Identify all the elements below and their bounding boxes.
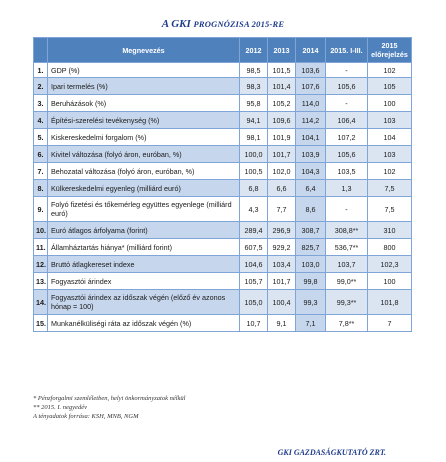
cell-value: 100 [368,273,412,290]
row-label: Külkereskedelmi egyenleg (milliárd euró) [48,180,240,197]
table-row [34,78,412,95]
table-row [34,146,412,163]
row-label: Kiskereskedelmi forgalom (%) [48,129,240,146]
table-row [34,315,412,332]
cell-value: 95,8 [240,95,268,112]
cell-value: 308,8** [326,222,368,239]
cell-value: 104 [368,129,412,146]
cell-value: 105,6 [326,146,368,163]
cell-value: 102,0 [268,163,296,180]
cell-value: 101,8 [368,290,412,315]
row-label: Beruházások (%) [48,95,240,112]
cell-value: 105,0 [240,290,268,315]
cell-value: 103,0 [296,256,326,273]
cell-value: 7,8** [326,315,368,332]
header-2015-forecast: 2015 előrejelzés [368,38,412,63]
cell-value: 296,9 [268,222,296,239]
cell-value: 929,2 [268,239,296,256]
cell-value: 105,2 [268,95,296,112]
cell-value: 6,4 [296,180,326,197]
cell-value: 98,3 [240,78,268,95]
cell-value: 10,7 [240,315,268,332]
cell-value: 6,8 [240,180,268,197]
header-2015-q: 2015. I-III. [326,38,368,63]
cell-value: 1,3 [326,180,368,197]
cell-value: 101,5 [268,63,296,78]
row-index: 5. [34,129,48,146]
table-row [34,222,412,239]
row-index: 3. [34,95,48,112]
row-label: Államháztartás hiánya* (milliárd forint) [48,239,240,256]
forecast-table [33,37,412,332]
row-index: 8. [34,180,48,197]
table-row [34,112,412,129]
cell-value: 109,6 [268,112,296,129]
cell-value: 7 [368,315,412,332]
row-label: Ipari termelés (%) [48,78,240,95]
table-row [34,180,412,197]
table-title: A GKI PROGNÓZISA 2015-RE [161,18,285,30]
cell-value: 107,2 [326,129,368,146]
source-note: A tényadatok forrása: KSH, MNB, NGM [33,413,139,420]
cell-value: 800 [368,239,412,256]
row-index: 7. [34,163,48,180]
row-index: 1. [34,63,48,78]
cell-value: 107,6 [296,78,326,95]
row-label: Bruttó átlagkereset indexe [48,256,240,273]
row-label: Euró átlagos árfolyama (forint) [48,222,240,239]
row-label: Kivitel változása (folyó áron, euróban, %) [48,146,240,163]
row-index: 11. [34,239,48,256]
cell-value: 102 [368,63,412,78]
cell-value: 99,3** [326,290,368,315]
header-name: Megnevezés [48,38,240,63]
cell-value: 100 [368,95,412,112]
table-row [34,273,412,290]
cell-value: 94,1 [240,112,268,129]
cell-value: 105 [368,78,412,95]
cell-value: 6,6 [268,180,296,197]
header-row [34,38,412,63]
table-row [34,256,412,273]
footnote-1: * Pénzforgalmi szemléletben, helyi önkormányzatok nélkül [33,395,186,402]
cell-value: 7,7 [268,197,296,222]
cell-value: 289,4 [240,222,268,239]
row-index: 6. [34,146,48,163]
cell-value: 114,2 [296,112,326,129]
row-index: 4. [34,112,48,129]
cell-value: 825,7 [296,239,326,256]
cell-value: 7,1 [296,315,326,332]
row-index: 12. [34,256,48,273]
cell-value: - [326,197,368,222]
cell-value: 103 [368,112,412,129]
cell-value: 99,0** [326,273,368,290]
table-row [34,95,412,112]
table-row [34,197,412,222]
cell-value: 103,7 [326,256,368,273]
cell-value: 105,7 [240,273,268,290]
cell-value: 103,5 [326,163,368,180]
table-row [34,129,412,146]
cell-value: 8,6 [296,197,326,222]
cell-value: 102 [368,163,412,180]
cell-value: 102,3 [368,256,412,273]
row-label: Behozatal változása (folyó áron, euróban, %) [48,163,240,180]
row-label: Építési-szerelési tevékenység (%) [48,112,240,129]
cell-value: 114,0 [296,95,326,112]
row-index: 9. [34,197,48,222]
cell-value: 105,6 [326,78,368,95]
cell-value: 99,3 [296,290,326,315]
cell-value: 103,6 [296,63,326,78]
cell-value: 308,7 [296,222,326,239]
header-2013: 2013 [268,38,296,63]
cell-value: 98,1 [240,129,268,146]
cell-value: 9,1 [268,315,296,332]
row-index: 2. [34,78,48,95]
cell-value: 7,5 [368,197,412,222]
cell-value: 101,9 [268,129,296,146]
cell-value: 101,7 [268,146,296,163]
cell-value: 101,4 [268,78,296,95]
row-index: 15. [34,315,48,332]
table-row [34,63,412,78]
cell-value: - [326,63,368,78]
cell-value: 4,3 [240,197,268,222]
cell-value: 104,6 [240,256,268,273]
cell-value: 106,4 [326,112,368,129]
cell-value: 100,4 [268,290,296,315]
table-row [34,290,412,315]
cell-value: 607,5 [240,239,268,256]
header-2012: 2012 [240,38,268,63]
row-index: 10. [34,222,48,239]
cell-value: 103,4 [268,256,296,273]
cell-value: 103 [368,146,412,163]
cell-value: 7,5 [368,180,412,197]
cell-value: 101,7 [268,273,296,290]
cell-value: 100,0 [240,146,268,163]
cell-value: 98,5 [240,63,268,78]
row-label: Munkanélküliségi ráta az időszak végén (%) [48,315,240,332]
row-index: 14. [34,290,48,315]
cell-value: 104,3 [296,163,326,180]
cell-value: 100,5 [240,163,268,180]
cell-value: 103,9 [296,146,326,163]
row-label: GDP (%) [48,63,240,78]
row-label: Fogyasztói árindex [48,273,240,290]
row-label: Fogyasztói árindex az időszak végén (előző év azonos hónap = 100) [48,290,240,315]
row-index: 13. [34,273,48,290]
cell-value: 99,8 [296,273,326,290]
cell-value: 310 [368,222,412,239]
table-row [34,163,412,180]
cell-value: - [326,95,368,112]
table-row [34,239,412,256]
cell-value: 104,1 [296,129,326,146]
header-2014: 2014 [296,38,326,63]
brand-footer: GKI GAZDASÁGKUTATÓ ZRT. [277,448,386,457]
footnote-2: ** 2015. I. negyedév [33,404,87,411]
cell-value: 536,7** [326,239,368,256]
row-label: Folyó fizetési és tőkemérleg együttes egyenlege (milliárd euró) [48,197,240,222]
